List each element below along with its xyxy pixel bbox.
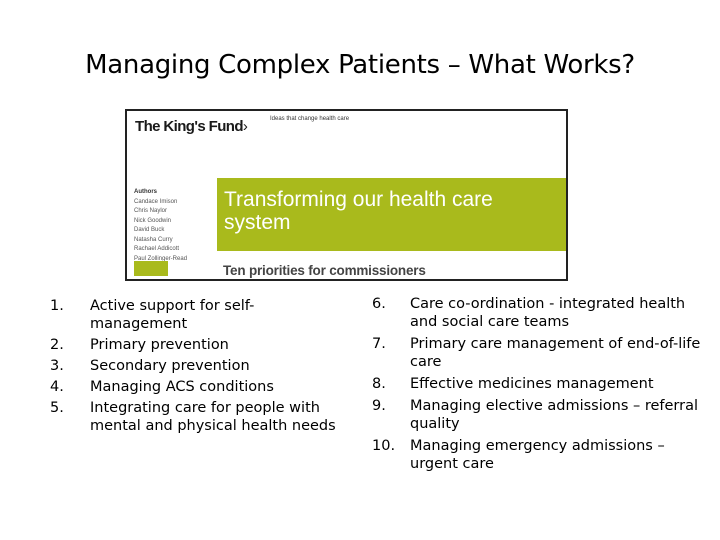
list-item	[372, 437, 702, 473]
author-name: David Buck	[134, 227, 165, 233]
list-item	[50, 399, 350, 435]
report-subtitle: Ten priorities for commissioners	[223, 263, 426, 278]
item-number: 7.	[372, 336, 386, 352]
list-item	[372, 295, 702, 331]
slide-title: Managing Complex Patients – What Works?	[85, 50, 635, 80]
item-text: Secondary prevention	[90, 358, 250, 374]
author-name: Nick Goodwin	[134, 217, 172, 224]
list-item	[50, 378, 350, 396]
item-number: 4.	[50, 379, 64, 395]
logo-text: The King's Fund	[135, 118, 243, 135]
author-name: Rachael Addicott	[134, 246, 180, 252]
list-item	[50, 297, 350, 333]
item-text: Managing ACS conditions	[90, 379, 274, 395]
author-name: Chris Naylor	[134, 208, 168, 214]
item-number: 5.	[50, 400, 64, 416]
item-number: 6.	[372, 296, 386, 312]
authors-block	[134, 188, 214, 264]
item-number: 9.	[372, 398, 386, 414]
kings-fund-logo	[135, 118, 247, 135]
cover-title-band	[217, 178, 568, 251]
item-text: Managing emergency admissions – urgent care	[410, 438, 665, 472]
list-item	[372, 335, 702, 371]
author-name: Natasha Curry	[134, 236, 173, 243]
author-name: Paul Zollinger-Read	[134, 255, 188, 262]
list-item	[372, 397, 702, 433]
report-cover-image	[125, 109, 568, 281]
item-number: 10.	[372, 438, 396, 454]
item-text: Primary prevention	[90, 337, 229, 353]
author-name: Candace Imison	[134, 198, 178, 205]
item-number: 1.	[50, 298, 64, 314]
list-item	[50, 357, 350, 375]
item-number: 3.	[50, 358, 64, 374]
report-title: Transforming our health care system	[224, 188, 493, 234]
logo-tagline: Ideas that change health care	[270, 116, 350, 122]
list-item	[50, 336, 350, 354]
item-number: 2.	[50, 337, 64, 353]
list-item	[372, 375, 702, 393]
item-text: Integrating care for people with mental and physical health needs	[90, 400, 336, 434]
item-text: Care co-ordination - integrated health and social care teams	[410, 296, 686, 330]
item-text: Effective medicines management	[410, 376, 654, 392]
item-text: Managing elective admissions – referral quality	[410, 398, 699, 432]
item-text: Active support for self-management	[90, 298, 255, 332]
item-text: Primary care management of end-of-life care	[410, 336, 701, 370]
logo-arrow-icon: ›	[242, 118, 248, 135]
priorities-list-left	[50, 297, 350, 438]
priorities-list-right	[372, 295, 702, 477]
cover-color-swatch	[134, 261, 168, 276]
item-number: 8.	[372, 376, 386, 392]
authors-heading: Authors	[134, 189, 157, 195]
